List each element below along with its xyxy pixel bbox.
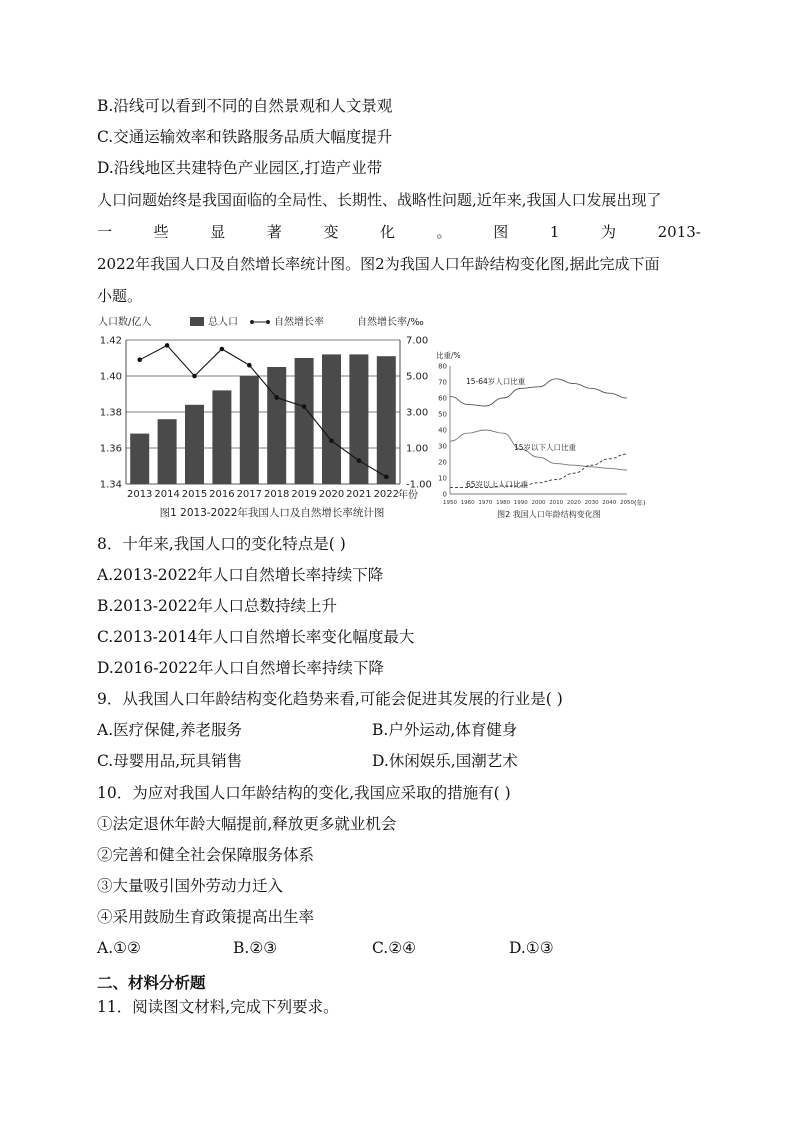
intro-word: 变 <box>323 223 339 241</box>
q10-option-c: C.②④ <box>372 939 417 957</box>
fig1-category-label: 2017 <box>236 489 263 500</box>
intro-word: 图 <box>493 223 509 241</box>
fig1-legend-dot <box>250 320 254 324</box>
fig2-label-15-64: 15-64岁人口比重 <box>466 377 526 386</box>
q9-option-a: A.医疗保健,养老服务 <box>97 721 243 739</box>
fig2-y-tick-label: 50 <box>438 410 447 419</box>
fig1-growth-rate-point <box>137 358 142 363</box>
intro-line-4: 小题。 <box>97 287 143 305</box>
fig1-right-tick-label: 3.00 <box>406 407 429 419</box>
q10-statement-1: ①法定退休年龄大幅提前,释放更多就业机会 <box>97 815 397 833</box>
fig1-category-label: 2015 <box>181 489 208 500</box>
q8-option-a: A.2013-2022年人口自然增长率持续下降 <box>97 566 384 584</box>
fig1-bar <box>158 419 177 484</box>
q11-stem: 11．阅读图文材料,完成下列要求。 <box>97 998 339 1016</box>
section2-heading: 二、材料分析题 <box>97 973 206 992</box>
fig2-x-tick-label: 2040 <box>602 500 617 506</box>
fig1-left-tick-label: 1.38 <box>99 407 122 419</box>
fig1-left-tick-label: 1.36 <box>99 443 122 455</box>
fig2-x-tick-label: 1960 <box>460 500 475 506</box>
intro-word: 2013- <box>657 223 701 241</box>
intro-line-3: 2022年我国人口及自然增长率统计图。图2为我国人口年龄结构变化图,据此完成下面 <box>97 255 660 273</box>
q8-option-d: D.2016-2022年人口自然增长率持续下降 <box>97 659 384 677</box>
intro-word: 些 <box>153 223 169 241</box>
fig1-caption: 图1 2013-2022年我国人口及自然增长率统计图 <box>159 507 385 519</box>
intro-line-2 <box>97 222 701 242</box>
fig1-right-tick-label: -1.00 <box>406 479 432 491</box>
figure1-chart <box>92 312 437 524</box>
fig2-x-unit: (年) <box>634 499 646 507</box>
fig2-y-tick-label: 80 <box>438 362 447 371</box>
fig2-y-title: 比重/% <box>436 351 461 360</box>
fig1-bar <box>130 434 149 484</box>
fig1-bar <box>295 358 314 484</box>
fig1-growth-rate-point <box>165 343 170 348</box>
q10-option-d: D.①③ <box>509 939 554 957</box>
fig1-right-tick-label: 1.00 <box>406 443 429 455</box>
fig1-bar <box>377 356 396 484</box>
fig2-x-tick-label: 2000 <box>531 500 546 506</box>
fig2-x-tick-label: 1980 <box>496 500 511 506</box>
fig1-category-label: 2020 <box>318 489 345 500</box>
fig1-growth-rate-point <box>274 395 279 400</box>
q10-option-a: A.①② <box>97 939 141 957</box>
q9-option-c: C.母婴用品,玩具销售 <box>97 752 243 770</box>
fig1-right-tick-label: 5.00 <box>406 371 429 383</box>
fig1-growth-rate-point <box>220 347 225 352</box>
fig1-growth-rate-point <box>384 475 389 480</box>
fig2-y-tick-label: 0 <box>442 490 447 499</box>
fig1-left-axis-title: 人口数/亿人 <box>98 317 152 328</box>
fig1-legend-dot <box>266 320 270 324</box>
q8-option-c: C.2013-2014年人口自然增长率变化幅度最大 <box>97 628 415 646</box>
fig2-x-tick-label: 1970 <box>478 500 493 506</box>
fig1-growth-rate-point <box>192 374 197 379</box>
intro-word: 为 <box>601 223 617 241</box>
intro-word: 一 <box>97 223 113 241</box>
fig2-y-tick-label: 70 <box>438 378 447 387</box>
fig1-bar <box>240 376 259 484</box>
fig1-category-label: 2013 <box>126 489 153 500</box>
intro-word: 。 <box>436 223 452 241</box>
fig2-caption: 图2 我国人口年龄结构变化图 <box>497 510 601 519</box>
fig1-category-label: 2018 <box>263 489 290 500</box>
fig2-x-tick-label: 2050 <box>620 500 634 506</box>
fig1-growth-rate-line <box>140 345 387 476</box>
fig1-bar <box>322 354 341 484</box>
intro-word: 著 <box>266 223 282 241</box>
fig1-category-label: 2014 <box>154 489 180 500</box>
intro-word: 1 <box>549 223 560 241</box>
fig1-left-tick-label: 1.34 <box>99 479 122 491</box>
q8-option-b: B.2013-2022年人口总数持续上升 <box>97 597 337 615</box>
option-b-top: B.沿线可以看到不同的自然景观和人文景观 <box>97 97 393 115</box>
fig1-growth-rate-point <box>357 458 362 463</box>
fig2-label-under15: 15岁以下人口比重 <box>514 443 577 452</box>
fig1-category-label: 2021 <box>346 489 372 500</box>
fig1-growth-rate-point <box>247 363 252 368</box>
option-c-top: C.交通运输效率和铁路服务品质大幅度提升 <box>97 128 393 146</box>
fig2-label-65: 65岁以上人口比重 <box>466 480 529 489</box>
fig2-x-tick-label: 2030 <box>584 500 599 506</box>
q10-statement-4: ④采用鼓励生育政策提高出生率 <box>97 908 315 926</box>
fig1-growth-rate-point <box>329 439 334 444</box>
q9-option-b: B.户外运动,体育健身 <box>372 721 518 739</box>
fig1-bar <box>185 405 204 484</box>
q10-option-b: B.②③ <box>233 939 278 957</box>
fig1-legend-line-label: 自然增长率 <box>274 317 324 328</box>
q9-option-d: D.休闲娱乐,国潮艺术 <box>372 752 518 770</box>
fig2-x-tick-label: 2020 <box>566 500 581 506</box>
fig1-x-unit: 年份 <box>398 490 418 501</box>
fig1-legend-bar-swatch <box>190 317 204 326</box>
q9-stem: 9．从我国人口年龄结构变化趋势来看,可能会促进其发展的行业是( ) <box>97 690 563 708</box>
intro-line-1: 人口问题始终是我国面临的全局性、长期性、战略性问题,近年来,我国人口发展出现了 <box>97 191 662 209</box>
q8-stem: 8．十年来,我国人口的变化特点是( ) <box>97 535 346 553</box>
fig2-x-tick-label: 1990 <box>513 500 528 506</box>
intro-word: 化 <box>380 223 396 241</box>
fig2-x-tick-label: 2010 <box>549 500 564 506</box>
q10-stem: 10．为应对我国人口年龄结构的变化,我国应采取的措施有( ) <box>97 784 511 802</box>
fig1-left-tick-label: 1.42 <box>99 335 122 347</box>
fig1-category-label: 2019 <box>291 489 317 500</box>
fig2-y-tick-label: 40 <box>438 426 447 435</box>
fig1-right-tick-label: 7.00 <box>406 335 429 347</box>
intro-word: 显 <box>210 223 226 241</box>
fig1-bar <box>212 390 231 484</box>
figure2-chart <box>434 344 652 524</box>
fig2-y-tick-label: 60 <box>438 394 447 403</box>
q10-statement-3: ③大量吸引国外劳动力迁入 <box>97 877 284 895</box>
fig2-y-tick-label: 30 <box>438 442 447 451</box>
fig1-category-label: 2022 <box>373 489 400 500</box>
fig2-y-tick-label: 20 <box>438 458 447 467</box>
fig1-category-label: 2016 <box>209 489 235 500</box>
fig1-growth-rate-point <box>302 404 307 409</box>
fig2-y-tick-label: 10 <box>438 474 447 483</box>
fig1-legend-bar-label: 总人口 <box>208 317 238 328</box>
fig1-right-axis-title: 自然增长率/‰ <box>357 317 424 328</box>
fig1-bar <box>267 367 286 484</box>
fig2-x-tick-label: 1950 <box>443 500 457 506</box>
q10-statement-2: ②完善和健全社会保障服务体系 <box>97 846 315 864</box>
fig1-left-tick-label: 1.40 <box>99 371 122 383</box>
option-d-top: D.沿线地区共建特色产业园区,打造产业带 <box>97 159 383 177</box>
